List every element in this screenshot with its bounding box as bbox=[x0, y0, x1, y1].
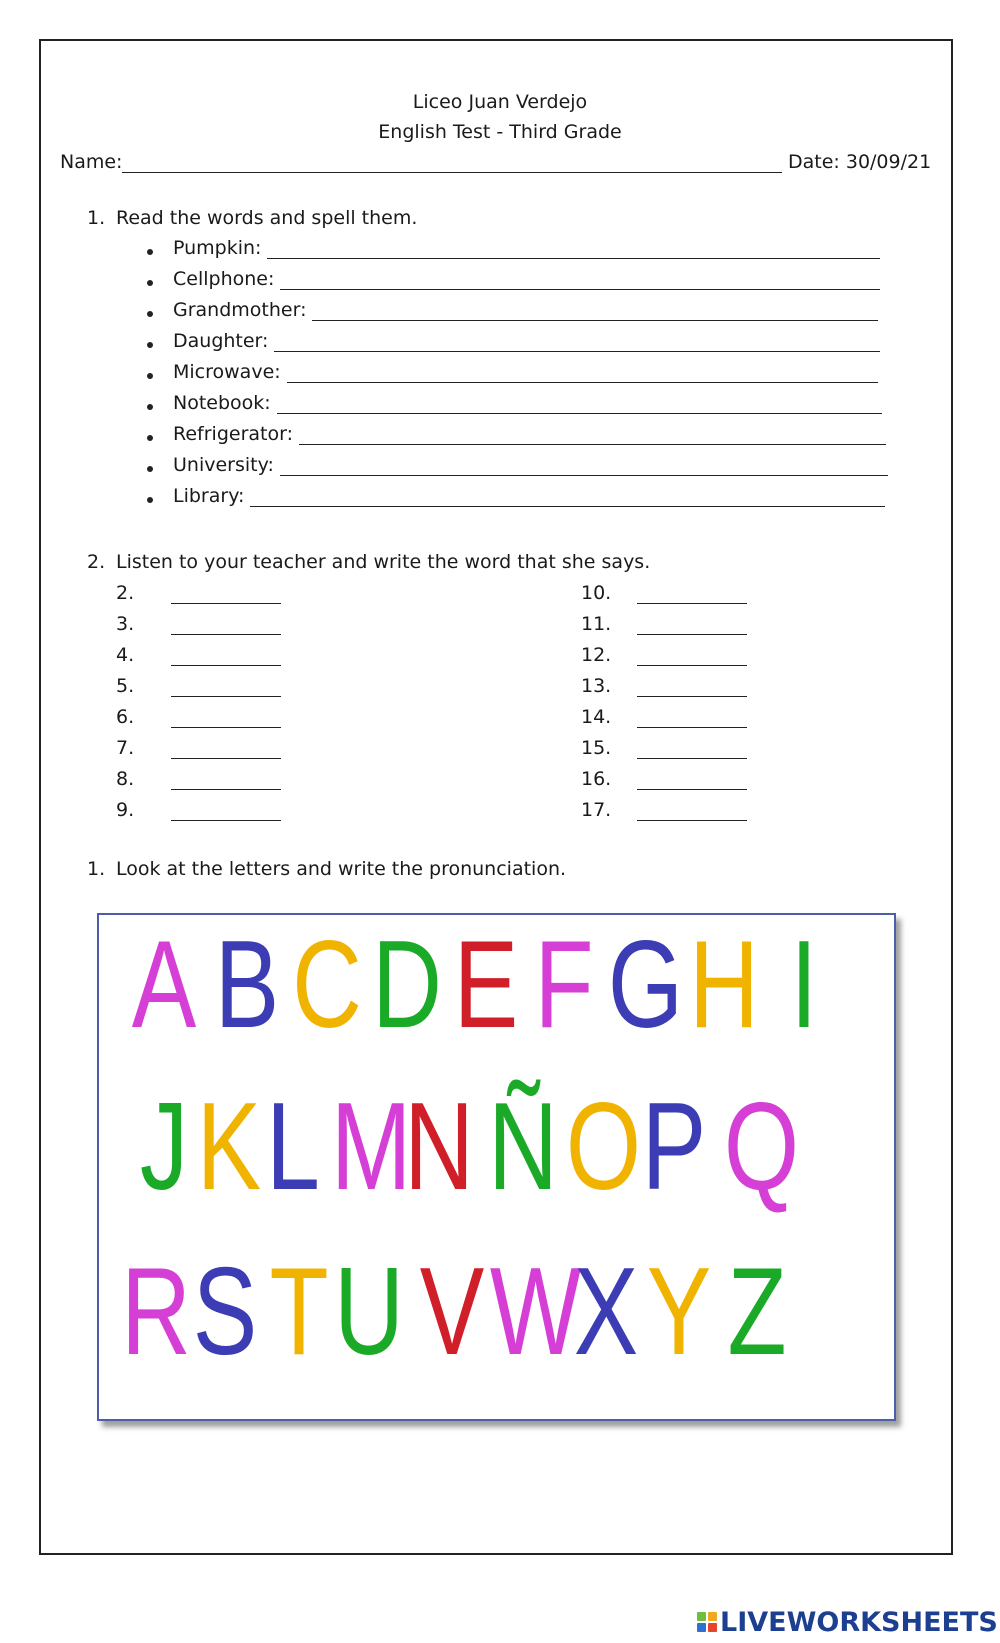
spelling-word-label: Microwave: bbox=[173, 361, 281, 383]
spelling-answer-line[interactable] bbox=[280, 289, 880, 290]
spelling-word-label: Grandmother: bbox=[173, 299, 307, 321]
alphabet-letter: T bbox=[269, 1243, 329, 1381]
spelling-answer-line[interactable] bbox=[267, 258, 880, 259]
spelling-answer-line[interactable] bbox=[250, 506, 885, 507]
alphabet-letter: P bbox=[641, 1078, 707, 1216]
spelling-word-label: Library: bbox=[173, 485, 245, 507]
alphabet-letter: B bbox=[214, 916, 280, 1054]
logo-square bbox=[708, 1623, 717, 1632]
dictation-number: 13. bbox=[581, 675, 612, 697]
dictation-answer-line[interactable] bbox=[637, 665, 747, 666]
alphabet-letter: I bbox=[790, 916, 818, 1054]
spelling-answer-line[interactable] bbox=[277, 413, 882, 414]
brand-name: LIVEWORKSHEETS bbox=[720, 1606, 998, 1638]
dictation-answer-line[interactable] bbox=[171, 603, 281, 604]
dictation-number: 6. bbox=[116, 706, 135, 728]
dictation-answer-line[interactable] bbox=[171, 789, 281, 790]
spelling-word-label: Cellphone: bbox=[173, 268, 275, 290]
spelling-answer-line[interactable] bbox=[299, 444, 886, 445]
alphabet-letter: K bbox=[196, 1078, 262, 1216]
alphabet-letter: R bbox=[121, 1243, 191, 1381]
dictation-answer-line[interactable] bbox=[171, 665, 281, 666]
alphabet-letter: W bbox=[489, 1243, 582, 1381]
alphabet-letter: F bbox=[534, 916, 594, 1054]
test-title: English Test - Third Grade bbox=[378, 121, 622, 143]
bullet-icon bbox=[147, 311, 153, 317]
dictation-number: 3. bbox=[116, 613, 135, 635]
dictation-number: 9. bbox=[116, 799, 135, 821]
section2-instruction: Listen to your teacher and write the word that she says. bbox=[116, 551, 651, 573]
alphabet-letter: E bbox=[453, 916, 519, 1054]
alphabet-letter: L bbox=[266, 1078, 320, 1216]
section3-instruction: Look at the letters and write the pronunciation. bbox=[116, 858, 567, 880]
alphabet-letter: Ñ bbox=[488, 1078, 558, 1216]
dictation-answer-line[interactable] bbox=[637, 820, 747, 821]
dictation-answer-line[interactable] bbox=[637, 789, 747, 790]
spelling-answer-line[interactable] bbox=[280, 475, 888, 476]
dictation-answer-line[interactable] bbox=[637, 603, 747, 604]
dictation-answer-line[interactable] bbox=[171, 634, 281, 635]
alphabet-letter: C bbox=[292, 916, 362, 1054]
spelling-word-label: Notebook: bbox=[173, 392, 271, 414]
logo-square bbox=[697, 1612, 706, 1621]
logo-icon bbox=[697, 1612, 717, 1632]
logo-square bbox=[708, 1612, 717, 1621]
dictation-answer-line[interactable] bbox=[637, 758, 747, 759]
dictation-number: 17. bbox=[581, 799, 612, 821]
date-label: Date: 30/09/21 bbox=[788, 151, 932, 173]
name-answer-line[interactable] bbox=[122, 172, 782, 173]
name-label: Name: bbox=[60, 151, 123, 173]
alphabet-letter: N bbox=[404, 1078, 474, 1216]
school-name: Liceo Juan Verdejo bbox=[412, 91, 588, 113]
bullet-icon bbox=[147, 280, 153, 286]
spelling-word-label: University: bbox=[173, 454, 274, 476]
dictation-answer-line[interactable] bbox=[171, 820, 281, 821]
dictation-number: 14. bbox=[581, 706, 612, 728]
bullet-icon bbox=[147, 497, 153, 503]
dictation-number: 15. bbox=[581, 737, 612, 759]
dictation-number: 10. bbox=[581, 582, 612, 604]
section3-number: 1. bbox=[87, 858, 106, 880]
alphabet-chart bbox=[97, 913, 896, 1421]
dictation-answer-line[interactable] bbox=[171, 758, 281, 759]
bullet-icon bbox=[147, 342, 153, 348]
dictation-answer-line[interactable] bbox=[171, 696, 281, 697]
bullet-icon bbox=[147, 435, 153, 441]
bullet-icon bbox=[147, 373, 153, 379]
alphabet-letter: Q bbox=[723, 1078, 800, 1216]
dictation-number: 16. bbox=[581, 768, 612, 790]
dictation-answer-line[interactable] bbox=[637, 634, 747, 635]
spelling-word-label: Daughter: bbox=[173, 330, 269, 352]
dictation-answer-line[interactable] bbox=[637, 727, 747, 728]
section2-number: 2. bbox=[87, 551, 106, 573]
alphabet-letter: S bbox=[192, 1243, 258, 1381]
dictation-number: 11. bbox=[581, 613, 612, 635]
dictation-number: 12. bbox=[581, 644, 612, 666]
dictation-answer-line[interactable] bbox=[171, 727, 281, 728]
spelling-answer-line[interactable] bbox=[287, 382, 878, 383]
dictation-answer-line[interactable] bbox=[637, 696, 747, 697]
dictation-number: 8. bbox=[116, 768, 135, 790]
dictation-number: 4. bbox=[116, 644, 135, 666]
spelling-answer-line[interactable] bbox=[274, 351, 880, 352]
alphabet-letter: Z bbox=[727, 1243, 787, 1381]
section1-number: 1. bbox=[87, 207, 106, 229]
alphabet-letter: G bbox=[607, 916, 684, 1054]
alphabet-letter: M bbox=[330, 1078, 412, 1216]
alphabet-letter: Y bbox=[646, 1243, 712, 1381]
alphabet-letter: V bbox=[419, 1243, 485, 1381]
bullet-icon bbox=[147, 466, 153, 472]
alphabet-letter: U bbox=[334, 1243, 404, 1381]
alphabet-letter: A bbox=[131, 916, 197, 1054]
section1-instruction: Read the words and spell them. bbox=[116, 207, 418, 229]
spelling-answer-line[interactable] bbox=[312, 320, 878, 321]
alphabet-letter: O bbox=[565, 1078, 642, 1216]
spelling-word-label: Pumpkin: bbox=[173, 237, 262, 259]
dictation-number: 5. bbox=[116, 675, 135, 697]
alphabet-letter: X bbox=[573, 1243, 639, 1381]
bullet-icon bbox=[147, 249, 153, 255]
alphabet-letter: J bbox=[139, 1078, 189, 1216]
alphabet-letter: D bbox=[372, 916, 442, 1054]
dictation-number: 2. bbox=[116, 582, 135, 604]
logo-square bbox=[697, 1623, 706, 1632]
liveworksheets-logo bbox=[697, 1606, 998, 1638]
spelling-word-label: Refrigerator: bbox=[173, 423, 293, 445]
bullet-icon bbox=[147, 404, 153, 410]
alphabet-letter: H bbox=[689, 916, 759, 1054]
dictation-number: 7. bbox=[116, 737, 135, 759]
